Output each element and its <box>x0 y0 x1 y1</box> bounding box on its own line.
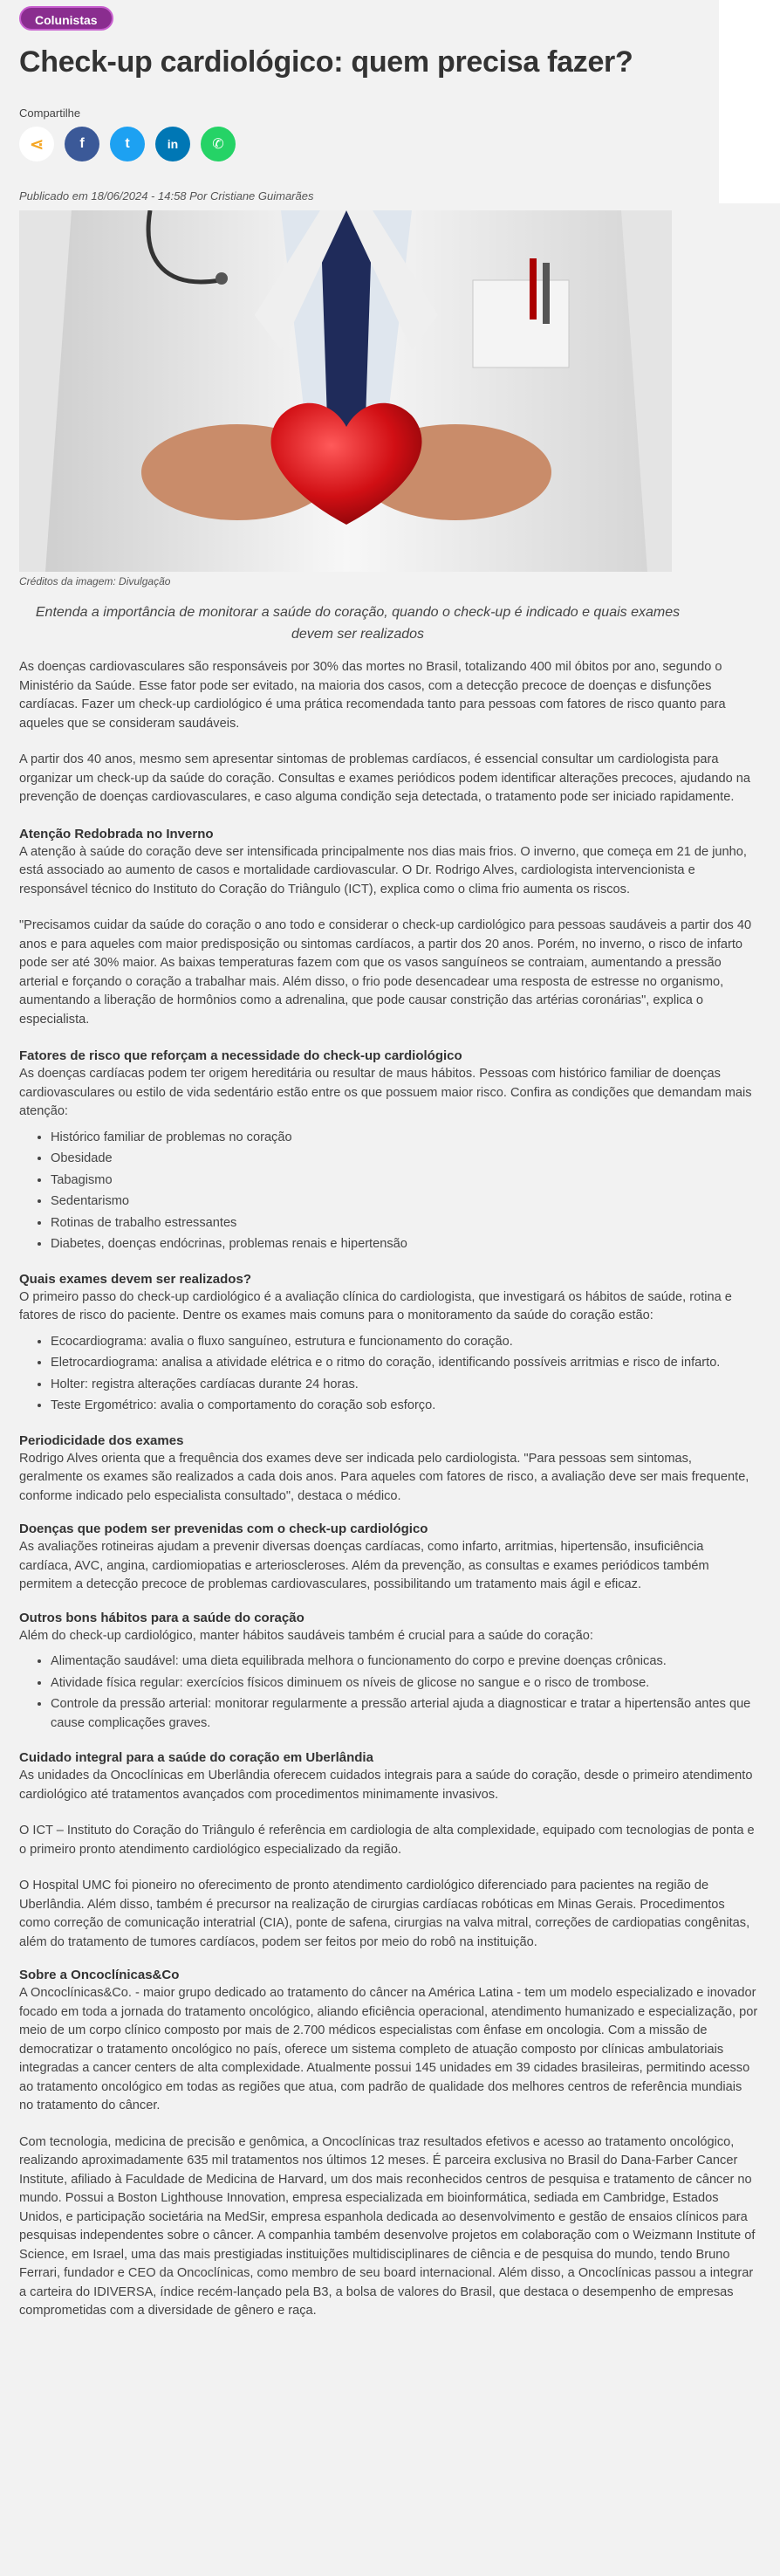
share-buttons <box>19 127 236 161</box>
list-item: • Ecocardiograma: avalia o fluxo sanguíneo, estrutura e funcionamento do coração. <box>51 1333 759 1352</box>
paragraph: As unidades da Oncoclínicas em Uberlândia oferecem cuidados integrais para a saúde do coração, desde o primeiro atendimento cardiológico até tratamentos avançados com procedimentos minimamente invasivos. <box>19 1769 753 1802</box>
article-lead: Entenda a importância de monitorar a saúde do coração, quando o check-up é indicado e quais exames devem ser realizados <box>35 605 681 642</box>
paragraph: O Hospital UMC foi pioneiro no oferecimento de pronto atendimento cardiológico diferenciado para pacientes na região de Uberlândia. Além disso, também é precursor na realização de cirurgias cardíacas robóticas em Minas Gerais. Procedimentos como correção de comunicação interatrial (CIA), ponte de safena, cirurgias na valva mitral, correções de cardiopatias congênitas, além do tratamento de tumores cardíacos, podem ser feitos por meio do robô na instituição. <box>19 1879 750 1949</box>
section-heading: Outros bons hábitos para a saúde do coração <box>19 1610 304 1625</box>
list-item: • Eletrocardiograma: analisa a atividade elétrica e o ritmo do coração, identificando possíveis arritmias e risco de infarto. <box>51 1354 759 1373</box>
paragraph: As avaliações rotineiras ajudam a prevenir diversas doenças cardíacas, como infarto, arritmias, hipertensão, insuficiência cardíaca, AVC, angina, cardiomiopatias e arterioscleroses. Além da prevenção, as consultas e exames periódicos também permitem a detecção precoce de problemas cardiovasculares, possibilitando um tratamento mais ágil e eficaz. <box>19 1540 709 1591</box>
section-heading: Cuidado integral para a saúde do coração em Uberlândia <box>19 1750 373 1765</box>
twitter-icon[interactable]: t <box>110 127 145 161</box>
exam-list <box>19 1333 759 1416</box>
paragraph: A partir dos 40 anos, mesmo sem apresentar sintomas de problemas cardíacos, é essencial consultar um cardiologista para organizar um check-up da saúde do coração. Consultas e exames periódicos podem identificar alterações precoces, ajudando na prevenção de doenças cardiovasculares, e caso alguma condição seja detectada, o tratamento pode ser iniciado rapidamente. <box>19 752 751 804</box>
paragraph: A atenção à saúde do coração deve ser intensificada principalmente nos dias mais frios. O inverno, que começa em 21 de junho, está associado ao aumento de casos e mortalidade cardiovascular. O Dr. Rodrigo Alves, cardiologista intervencionista e responsável técnico do Instituto do Coração do Triângulo (ICT), explica como o clima frio aumenta os riscos. <box>19 844 747 896</box>
paragraph: As doenças cardíacas podem ter origem hereditária ou resultar de maus hábitos. Pessoas com histórico familiar de doenças cardiovasculares ou estilo de vida sedentário estão entre os que possuem maior risco. Confira as condições que demandam mais atenção: <box>19 1067 752 1118</box>
paragraph: A Oncoclínicas&Co. - maior grupo dedicado ao tratamento do câncer na América Latina - tem um modelo especializado e inovador focado em toda a jornada do tratamento oncológico, aliando eficiência operacional, atendimento humanizado e especialização, por meio de um corpo clínico composto por mais de 2.700 médicos especialistas com ênfase em oncologia. Com a missão de democratizar o tratamento oncológico no país, oferece um sistema completo de atuação composto por clínicas ambulatoriais integradas a cancer centers de alta complexidade. Atualmente possui 145 unidades em 39 cidades brasileiras, permitindo acesso ao tratamento oncológico em todas as regiões que atua, com padrão de qualidade dos melhores centros de referência mundiais no tratamento do câncer. <box>19 1986 758 2112</box>
category-badge[interactable]: Colunistas <box>19 6 113 31</box>
list-item: • Diabetes, doenças endócrinas, problemas renais e hipertensão <box>51 1235 759 1254</box>
paragraph: O primeiro passo do check-up cardiológico é a avaliação clínica do cardiologista, que investigará os hábitos de saúde, rotina e fatores de risco do paciente. Dentre os exames mais comuns para o monitoramento da saúde do coração estão: <box>19 1289 732 1322</box>
image-caption: Créditos da imagem: Divulgação <box>19 575 171 587</box>
list-item: • Holter: registra alterações cardíacas durante 24 horas. <box>51 1376 759 1395</box>
habit-list <box>19 1652 759 1733</box>
whatsapp-icon[interactable]: ✆ <box>201 127 236 161</box>
section-heading: Fatores de risco que reforçam a necessidade do check-up cardiológico <box>19 1048 462 1063</box>
list-item: • Obesidade <box>51 1150 759 1169</box>
list-item: • Controle da pressão arterial: monitorar regularmente a pressão arterial ajuda a diagnosticar e tratar a hipertensão antes que cause complicações graves. <box>51 1695 759 1733</box>
paragraph: Rodrigo Alves orienta que a frequência dos exames deve ser indicada pelo cardiologista. "Para pessoas sem sintomas, geralmente os exames são realizados a cada dois anos. Para aqueles com fatores de risco, a avaliação deve ser mais frequente, conforme indicado pelo especialista consultado", destaca o médico. <box>19 1451 749 1503</box>
list-item: • Sedentarismo <box>51 1192 759 1212</box>
list-item: • Tabagismo <box>51 1171 759 1191</box>
section-heading: Periodicidade dos exames <box>19 1432 184 1448</box>
article-body <box>19 658 759 2339</box>
hero-image <box>19 210 672 572</box>
risk-list <box>19 1129 759 1254</box>
article-title: Check-up cardiológico: quem precisa fazer? <box>19 45 633 79</box>
paragraph: As doenças cardiovasculares são responsáveis por 30% das mortes no Brasil, totalizando 400 mil óbitos por ano, segundo o Ministério da Saúde. Esse fator pode ser evitado, na maioria dos casos, com a detecção precoce de doenças e disfunções cardíacas. Fazer um check-up cardiológico é uma prática recomendada tanto para pessoas com fatores de risco quanto para aqueles que se consideram saudáveis. <box>19 660 726 731</box>
paragraph: O ICT – Instituto do Coração do Triângulo é referência em cardiologia de alta complexidade, equipado com tecnologias de ponta e o primeiro pronto atendimento cardiológico especializado da região. <box>19 1824 755 1857</box>
section-heading: Doenças que podem ser prevenidas com o check-up cardiológico <box>19 1522 428 1536</box>
share-icon[interactable]: ⋖ <box>19 127 54 161</box>
facebook-icon[interactable]: f <box>65 127 99 161</box>
doctor-heart-illustration <box>19 210 672 572</box>
published-info: Publicado em 18/06/2024 - 14:58 Por Cristiane Guimarães <box>19 189 314 203</box>
paragraph: Além do check-up cardiológico, manter hábitos saudáveis também é crucial para a saúde do coração: <box>19 1628 593 1643</box>
list-item: • Rotinas de trabalho estressantes <box>51 1214 759 1233</box>
paragraph: Com tecnologia, medicina de precisão e genômica, a Oncoclínicas traz resultados efetivos e acesso ao tratamento oncológico, realizando aproximadamente 635 mil tratamentos nos últimos 12 meses. É parceira exclusiva no Brasil do Dana-Farber Cancer Institute, afiliado à Faculdade de Medicina de Harvard, um dos mais reconhecidos centros de pesquisa e tratamento de câncer no mundo. Possui a Boston Lighthouse Innovation, empresa especializada em bioinformática, sediada em Cambridge, Estados Unidos, e participação societária na MedSir, empresa espanhola dedicada ao desenvolvimento e gestão de ensaios clínicos para pesquisas independentes sobre o câncer. A companhia também desenvolve projetos em colaboração com o Weizmann Institute of Science, em Israel, uma das mais prestigiadas instituições multidisciplinares de ciência e de pesquisa do mundo, tendo Bruno Ferrari, fundador e CEO da Oncoclínicas, como membro de seu board internacional. Além disso, a Oncoclínicas passou a integrar a carteira do IDIVERSA, índice recém-lançado pela B3, a bolsa de valores do Brasil, que destaca o desempenho de empresas comprometidas com a diversidade de gênero e raça. <box>19 2134 756 2318</box>
list-item: • Alimentação saudável: uma dieta equilibrada melhora o funcionamento do corpo e previne doenças crônicas. <box>51 1652 759 1672</box>
list-item: • Atividade física regular: exercícios físicos diminuem os níveis de glicose no sangue e o risco de trombose. <box>51 1674 759 1693</box>
linkedin-icon[interactable]: in <box>155 127 190 161</box>
section-heading: Atenção Redobrada no Inverno <box>19 826 214 841</box>
list-item: • Histórico familiar de problemas no coração <box>51 1129 759 1148</box>
right-sidebar-panel <box>719 0 780 203</box>
section-heading: Sobre a Oncoclínicas&Co <box>19 1968 180 1982</box>
section-heading: Quais exames devem ser realizados? <box>19 1271 251 1287</box>
share-label: Compartilhe <box>19 106 81 120</box>
list-item: • Teste Ergométrico: avalia o comportamento do coração sob esforço. <box>51 1397 759 1416</box>
paragraph: "Precisamos cuidar da saúde do coração o ano todo e considerar o check-up cardiológico para pessoas saudáveis a partir dos 40 anos e para aqueles com maior predisposição ou sintomas cardíacos, a partir dos 20 anos. Porém, no inverno, o risco de infarto pode ser até 30% maior. As baixas temperaturas fazem com que os vasos sanguíneos se contraiam, aumentando a pressão arterial e forçando o coração a trabalhar mais. Além disso, o frio pode desencadear uma resposta de estresse no organismo, aumentando a liberação de hormônios como a adrenalina, que pode causar constrição das artérias coronárias", explica o especialista. <box>19 918 752 1027</box>
